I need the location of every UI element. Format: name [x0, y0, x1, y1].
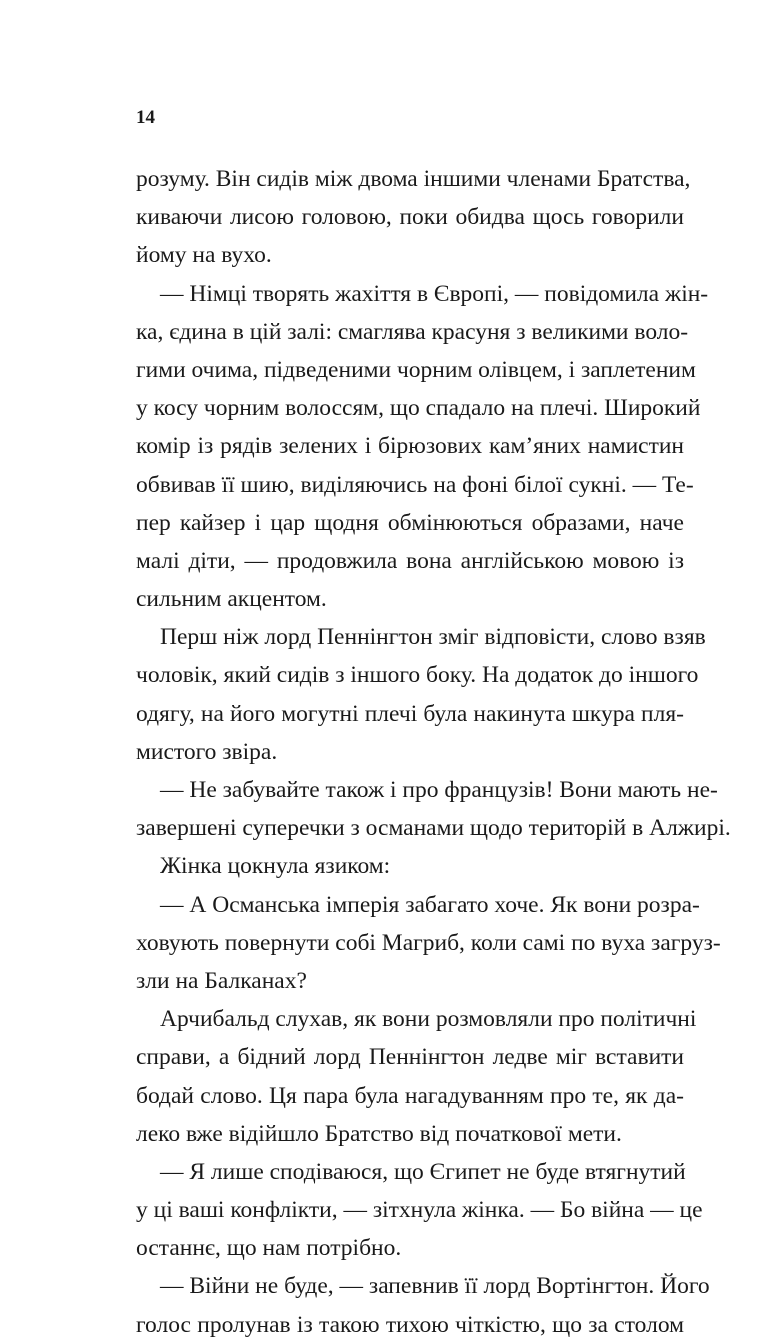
text-line: зли на Балканах? — [136, 967, 307, 994]
text-line: малі діти, — продовжила вона англійською мовою із — [136, 547, 684, 574]
text-line: йому на вухо. — [136, 242, 272, 269]
text-line: Арчибальд слухав, як вони розмовляли про політичні — [160, 1006, 697, 1033]
text-line: Жінка цокнула язиком: — [160, 853, 391, 880]
text-line: бодай слово. Ця пара була нагадуванням про те, як да- — [136, 1082, 684, 1109]
text-line: гими очима, підведеними чорним олівцем, і заплетеним — [136, 356, 696, 383]
text-line: леко вже відійшло Братство від початкової мети. — [136, 1120, 622, 1147]
text-line: — Не забувайте також і про французів! Вони мають не- — [160, 777, 718, 803]
text-line: завершені суперечки з османами щодо територій в Алжирі. — [136, 815, 731, 842]
body-text — [136, 160, 731, 1344]
text-line: розуму. Він сидів між двома іншими членами Братства, — [136, 166, 691, 192]
text-line: справи, а бідний лорд Пеннінгтон ледве міг вставити — [136, 1044, 684, 1071]
text-line: — А Османська імперія забагато хоче. Як вони розра- — [160, 891, 700, 918]
text-line: — Німці творять жахіття в Європі, — повідомила жін- — [160, 280, 709, 307]
text-line: у косу чорним волоссям, що спадало на плечі. Широкий — [136, 395, 701, 422]
text-line: мистого звіра. — [136, 738, 278, 765]
text-line: комір із рядів зелених і бірюзових кам’яних намистин — [136, 433, 684, 460]
text-line: чоловік, який сидів з іншого боку. На додаток до іншого — [136, 662, 699, 689]
text-line: обвивав її шию, виділяючись на фоні білої сукні. — Те- — [136, 471, 694, 498]
text-line: пер кайзер і цар щодня обмінюються образами, наче — [136, 509, 684, 536]
text-line: останнє, що нам потрібно. — [136, 1235, 402, 1262]
text-line: киваючи лисою головою, поки обидва щось говорили — [136, 204, 684, 231]
text-line: — Я лише сподіваюся, що Єгипет не буде втягнутий — [160, 1158, 686, 1185]
text-line: ка, єдина в цій залі: смаглява красуня з великими воло- — [136, 318, 689, 345]
text-line: одягу, на його могутні плечі була накинута шкура пля- — [136, 700, 684, 727]
page-number: 14 — [136, 107, 155, 128]
text-line: сильним акцентом. — [136, 586, 327, 613]
text-line: Перш ніж лорд Пеннінгтон зміг відповісти, слово взяв — [160, 624, 706, 651]
text-line: — Війни не буде, — запевнив її лорд Вортінгтон. Його — [160, 1273, 710, 1300]
text-line: голос пролунав із такою тихою чіткістю, що за столом — [136, 1311, 684, 1338]
text-line: у ці ваші конфлікти, — зітхнула жінка. — Бо війна — це — [136, 1197, 703, 1224]
text-line: ховують повернути собі Магриб, коли самі по вуха загруз- — [136, 929, 721, 956]
